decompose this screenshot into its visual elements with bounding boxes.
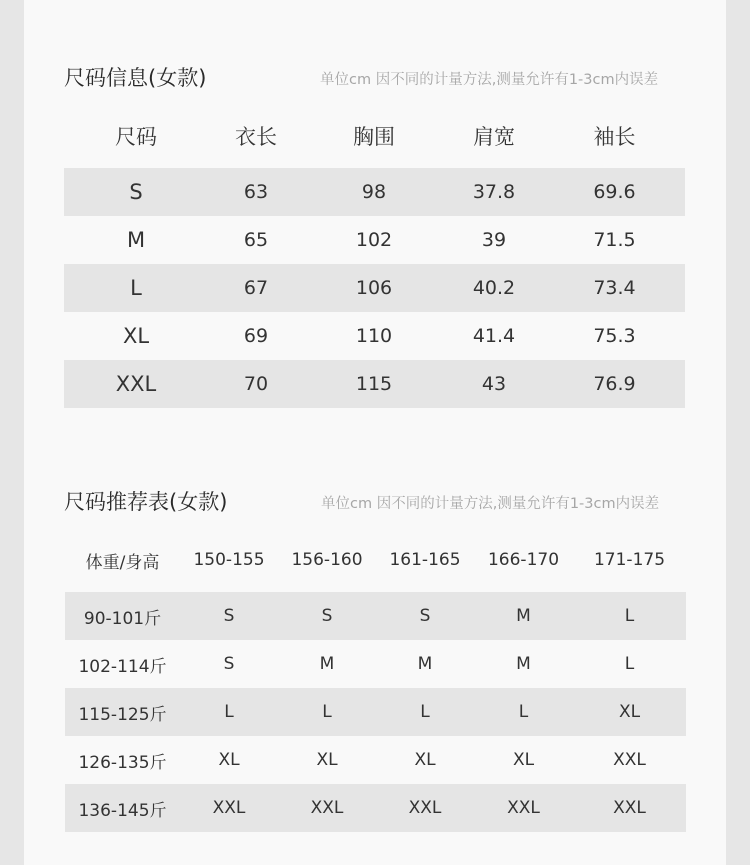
size-cell: S bbox=[376, 592, 474, 640]
value-cell: 98 bbox=[304, 168, 444, 216]
header-cell: 150-155 bbox=[193, 550, 265, 570]
table-row bbox=[65, 784, 686, 832]
value-cell: 63 bbox=[208, 168, 304, 216]
header-cell: 166-170 bbox=[487, 550, 560, 570]
size-cell: XL bbox=[512, 750, 535, 770]
weight-cell: 136-145斤 bbox=[65, 784, 180, 832]
size-cell: XXL bbox=[64, 360, 208, 408]
size-cell: L bbox=[278, 688, 376, 736]
size-cell: L bbox=[376, 688, 474, 736]
table-row bbox=[64, 216, 685, 264]
value-cell: 43 bbox=[444, 360, 544, 408]
size-cell: L bbox=[474, 688, 573, 736]
size-cell: L bbox=[180, 688, 278, 736]
table-row bbox=[64, 168, 685, 216]
size-cell: L bbox=[64, 264, 208, 312]
value-cell: 73.4 bbox=[544, 264, 685, 312]
size-cell: XL bbox=[122, 324, 150, 348]
value-cell: 37.8 bbox=[444, 168, 544, 216]
size-cell: M bbox=[516, 654, 531, 674]
value-cell: 102 bbox=[355, 229, 393, 251]
value-cell: 39 bbox=[481, 229, 507, 251]
header-cell: 袖长 bbox=[593, 125, 636, 149]
table-row bbox=[65, 688, 686, 736]
header-cell: 肩宽 bbox=[473, 125, 515, 149]
size-cell: S bbox=[223, 654, 235, 674]
value-cell: 40.2 bbox=[444, 264, 544, 312]
value-cell: 75.3 bbox=[593, 325, 636, 347]
size-recommend-table bbox=[65, 528, 686, 832]
table-header-row bbox=[65, 528, 686, 592]
size-cell: XXL bbox=[613, 750, 646, 770]
table-header-row bbox=[64, 104, 685, 168]
size-cell: L bbox=[573, 592, 686, 640]
value-cell: 115 bbox=[304, 360, 444, 408]
weight-cell: 126-135斤 bbox=[78, 752, 167, 773]
size-cell: M bbox=[319, 654, 335, 674]
table-row bbox=[64, 312, 685, 360]
weight-cell: 102-114斤 bbox=[78, 656, 167, 677]
size-cell: S bbox=[278, 592, 376, 640]
header-cell: 171-175 bbox=[593, 550, 666, 570]
size-cell: XXL bbox=[573, 784, 686, 832]
table-row bbox=[64, 360, 685, 408]
size-info-note: 单位cm 因不同的计量方法,测量允许有1-3cm内误差 bbox=[320, 72, 659, 88]
weight-cell: 90-101斤 bbox=[65, 592, 180, 640]
table-row bbox=[65, 592, 686, 640]
size-cell: S bbox=[64, 168, 208, 216]
size-cell: S bbox=[180, 592, 278, 640]
size-cell: XXL bbox=[474, 784, 573, 832]
value-cell: 41.4 bbox=[472, 325, 516, 347]
size-recommend-note: 单位cm 因不同的计量方法,测量允许有1-3cm内误差 bbox=[321, 496, 660, 512]
value-cell: 71.5 bbox=[593, 229, 636, 251]
table-row bbox=[65, 640, 686, 688]
value-cell: 70 bbox=[208, 360, 304, 408]
value-cell: 106 bbox=[304, 264, 444, 312]
value-cell: 110 bbox=[355, 325, 393, 347]
size-cell: M bbox=[126, 228, 146, 252]
header-cell: 胸围 bbox=[353, 125, 395, 149]
size-cell: XL bbox=[316, 750, 338, 770]
value-cell: 69 bbox=[243, 325, 269, 347]
size-info-title: 尺码信息(女款) bbox=[64, 66, 207, 90]
size-cell: XL bbox=[218, 750, 240, 770]
header-cell: 衣长 bbox=[235, 125, 277, 149]
size-cell: XL bbox=[573, 688, 686, 736]
header-cell: 161-165 bbox=[389, 550, 461, 570]
value-cell: 67 bbox=[208, 264, 304, 312]
size-chart-panel bbox=[24, 0, 726, 865]
size-cell: XXL bbox=[278, 784, 376, 832]
size-cell: L bbox=[624, 654, 635, 674]
size-cell: M bbox=[417, 654, 433, 674]
size-cell: XXL bbox=[180, 784, 278, 832]
size-cell: XL bbox=[414, 750, 436, 770]
value-cell: 76.9 bbox=[544, 360, 685, 408]
size-cell: M bbox=[474, 592, 573, 640]
size-cell: XXL bbox=[376, 784, 474, 832]
header-cell: 尺码 bbox=[115, 125, 157, 149]
table-row bbox=[65, 736, 686, 784]
value-cell: 65 bbox=[243, 229, 269, 251]
weight-cell: 115-125斤 bbox=[65, 688, 180, 736]
size-recommend-title: 尺码推荐表(女款) bbox=[64, 490, 228, 514]
table-row bbox=[64, 264, 685, 312]
header-cell: 156-160 bbox=[291, 550, 363, 570]
header-cell: 体重/身高 bbox=[85, 552, 160, 573]
value-cell: 69.6 bbox=[544, 168, 685, 216]
size-info-table bbox=[64, 104, 685, 408]
